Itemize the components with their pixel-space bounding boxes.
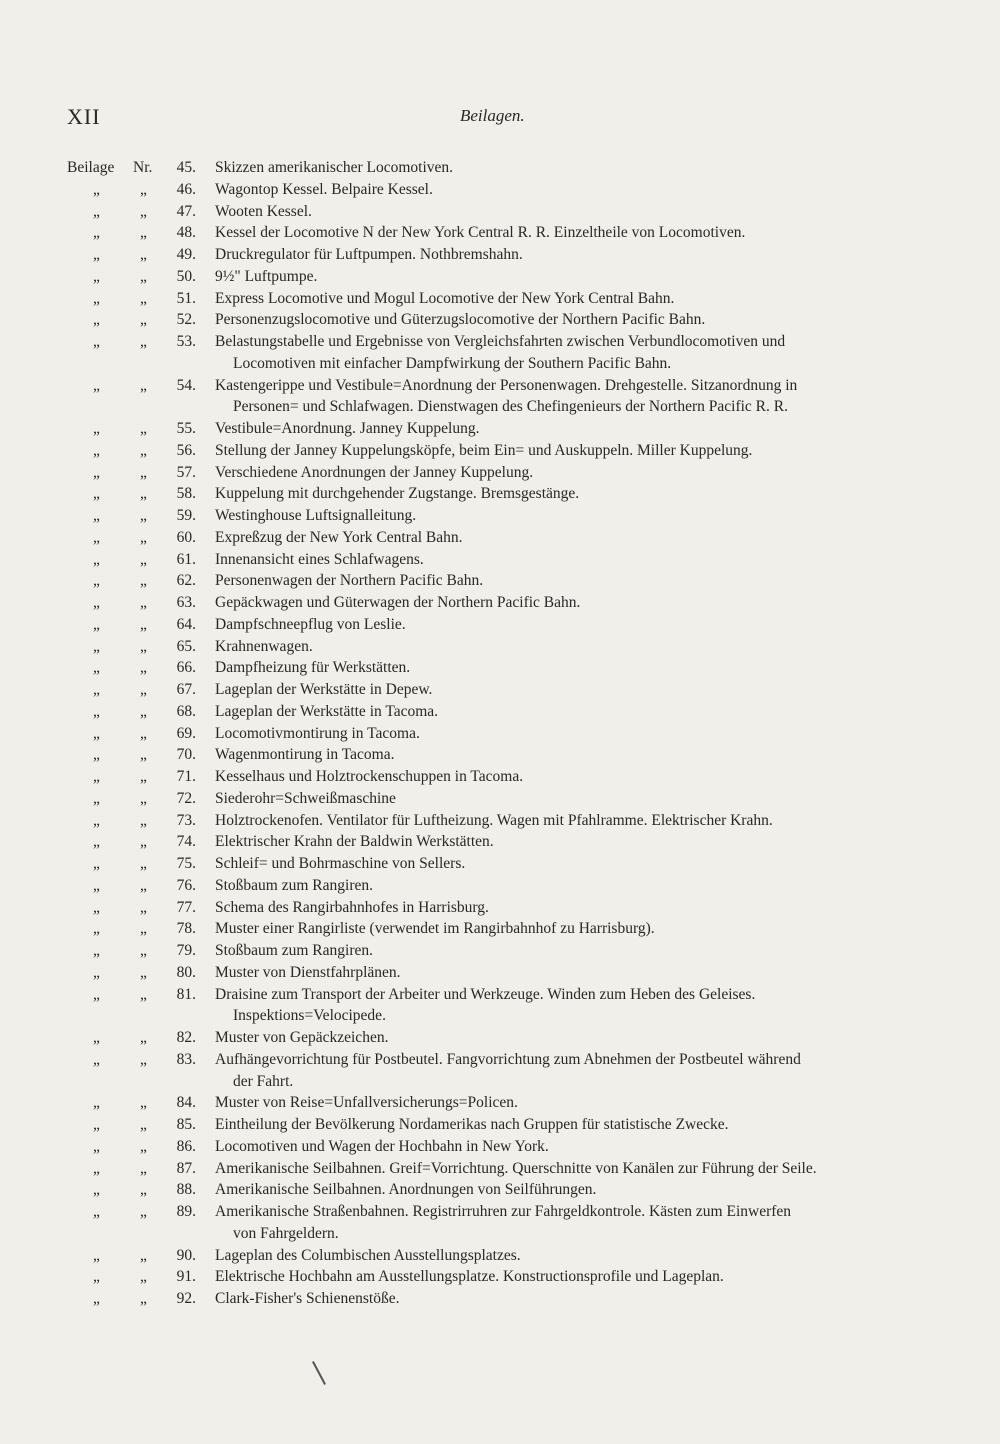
entry-title: Locomotivmontirung in Tacoma.: [215, 724, 420, 742]
list-item: [0, 462, 1000, 484]
ditto-mark: „: [93, 637, 100, 655]
ditto-mark: „: [140, 637, 147, 655]
ditto-mark: „: [140, 1137, 147, 1155]
entry-title: Lageplan der Werkstätte in Depew.: [215, 681, 433, 698]
entry-continuation: der Fahrt.: [233, 1072, 294, 1090]
ditto-mark: „: [140, 441, 147, 459]
list-item: [0, 1201, 1000, 1223]
entry-title: Stoßbaum zum Rangiren.: [215, 876, 373, 894]
ditto-mark: „: [93, 1246, 100, 1264]
entry-number: 90.: [176, 1246, 196, 1264]
list-item: [0, 614, 1000, 636]
entry-title: Wooten Kessel.: [215, 202, 312, 220]
entry-title: Wagontop Kessel. Belpaire Kessel.: [215, 180, 433, 198]
entry-title: Eintheilung der Bevölkerung Nordamerikas nach Gruppen für statistische Zwecke.: [215, 1116, 729, 1133]
ditto-mark: „: [93, 550, 100, 568]
entry-title: Elektrische Hochbahn am Ausstellungsplatze. Konstructionsprofile und Lageplan.: [215, 1268, 724, 1286]
entry-title: Amerikanische Seilbahnen. Anordnungen von Seilführungen.: [215, 1181, 597, 1199]
entry-number: 77.: [176, 898, 196, 916]
ditto-mark: „: [93, 615, 100, 633]
ditto-mark: „: [93, 441, 100, 459]
ditto-mark: „: [93, 376, 100, 394]
ditto-mark: „: [93, 1181, 100, 1199]
list-item: [0, 940, 1000, 962]
list-item: [0, 1245, 1000, 1267]
entry-number: 86.: [176, 1137, 196, 1155]
entry-number: 59.: [176, 507, 196, 524]
ditto-mark: „: [140, 246, 147, 263]
entry-title: Gepäckwagen und Güterwagen der Northern Pacific Bahn.: [215, 594, 581, 611]
entry-number: 82.: [176, 1029, 196, 1046]
entry-title: Muster einer Rangirliste (verwendet im Rangirbahnhof zu Harrisburg).: [215, 920, 655, 938]
entry-continuation: Inspektions=Velocipede.: [233, 1007, 386, 1025]
list-item: [0, 266, 1000, 288]
list-item: [0, 1049, 1000, 1071]
entry-title: Wagenmontirung in Tacoma.: [215, 746, 395, 764]
entry-title: 9½" Luftpumpe.: [215, 267, 318, 285]
ditto-mark: „: [93, 463, 100, 481]
list-item: [0, 788, 1000, 810]
list-item: [0, 440, 1000, 462]
entry-title: Expreßzug der New York Central Bahn.: [215, 528, 463, 546]
ditto-mark: „: [93, 855, 100, 872]
ditto-mark: „: [93, 572, 100, 590]
entry-number: 50.: [176, 267, 196, 285]
list-item: [0, 1114, 1000, 1136]
ditto-mark: „: [140, 833, 147, 851]
ditto-mark: „: [140, 311, 147, 329]
list-item: [0, 157, 1000, 179]
entry-title: Skizzen amerikanischer Locomotiven.: [215, 159, 454, 176]
ditto-mark: „: [93, 724, 100, 742]
entry-number: 74.: [176, 833, 196, 851]
entry-number: 45.: [176, 159, 196, 176]
ditto-mark: „: [140, 333, 147, 350]
ditto-mark: „: [140, 876, 147, 894]
ditto-mark: „: [93, 833, 100, 851]
ditto-mark: „: [93, 267, 100, 285]
ditto-mark: „: [140, 420, 147, 437]
entry-number: 58.: [176, 485, 196, 503]
entry-title: Vestibule=Anordnung. Janney Kuppelung.: [215, 420, 480, 437]
list-item: [0, 244, 1000, 266]
ditto-mark: „: [93, 1290, 100, 1307]
ditto-mark: „: [93, 420, 100, 437]
ditto-mark: „: [93, 1137, 100, 1155]
ditto-mark: „: [140, 267, 147, 285]
entry-title: Stellung der Janney Kuppelungsköpfe, beim Ein= und Auskuppeln. Miller Kuppelung.: [215, 441, 753, 459]
entry-number: 73.: [176, 811, 196, 829]
ditto-mark: „: [93, 289, 100, 307]
entry-number: 62.: [176, 572, 196, 590]
list-item: [0, 701, 1000, 723]
list-item: [0, 679, 1000, 701]
ditto-mark: „: [140, 485, 147, 503]
entry-number: 54.: [176, 376, 196, 394]
ditto-mark: „: [140, 920, 147, 938]
ditto-mark: „: [93, 311, 100, 329]
ditto-mark: „: [93, 681, 100, 698]
list-item: [0, 875, 1000, 897]
list-item: [0, 418, 1000, 440]
entry-title: Aufhängevorrichtung für Postbeutel. Fangvorrichtung zum Abnehmen der Postbeutel während: [215, 1050, 801, 1068]
entry-number: 75.: [176, 855, 196, 872]
ditto-mark: „: [93, 789, 100, 807]
entry-number: 72.: [176, 789, 196, 807]
ditto-mark: „: [140, 1290, 147, 1307]
entry-number: 88.: [176, 1181, 196, 1199]
entry-title: Kesselhaus und Holztrockenschuppen in Tacoma.: [215, 768, 524, 785]
ditto-mark: „: [140, 224, 147, 242]
list-item: [0, 592, 1000, 614]
list-item: [0, 549, 1000, 571]
list-item: [0, 657, 1000, 679]
entry-number: 48.: [176, 224, 196, 242]
entry-number: 87.: [176, 1159, 196, 1177]
ditto-mark: „: [93, 180, 100, 198]
ditto-mark: „: [140, 376, 147, 394]
entry-number: 84.: [176, 1094, 196, 1112]
entry-title: Schema des Rangirbahnhofes in Harrisburg.: [215, 898, 489, 916]
entry-number: 70.: [176, 746, 196, 764]
entry-number: 63.: [176, 594, 196, 611]
ditto-mark: „: [140, 746, 147, 764]
list-item: [0, 505, 1000, 527]
ditto-mark: „: [93, 746, 100, 764]
entry-title: Westinghouse Luftsignalleitung.: [215, 507, 417, 524]
label-nr: Nr.: [133, 159, 153, 176]
ditto-mark: „: [93, 485, 100, 503]
ditto-mark: „: [93, 920, 100, 938]
ditto-mark: „: [140, 768, 147, 785]
entry-title: Belastungstabelle und Ergebnisse von Vergleichsfahrten zwischen Verbundlocomotiven und: [215, 333, 786, 350]
entry-number: 92.: [176, 1290, 196, 1307]
ditto-mark: „: [93, 768, 100, 785]
entry-title: Dampfschneepflug von Leslie.: [215, 615, 406, 633]
ditto-mark: „: [140, 615, 147, 633]
entry-number: 57.: [176, 463, 196, 481]
entry-continuation: Personen= und Schlafwagen. Dienstwagen des Chefingenieurs der Northern Pacific R. R.: [233, 398, 788, 416]
entry-title: Holztrockenofen. Ventilator für Luftheizung. Wagen mit Pfahlramme. Elektrischer Krahn.: [215, 811, 773, 829]
entry-number: 53.: [176, 333, 196, 350]
page-number: XII: [67, 104, 101, 129]
ditto-mark: „: [93, 963, 100, 981]
ditto-mark: „: [140, 550, 147, 568]
ditto-mark: „: [140, 1029, 147, 1046]
entry-number: 61.: [176, 550, 196, 568]
entry-number: 71.: [176, 768, 196, 785]
ditto-mark: „: [93, 702, 100, 720]
entry-number: 69.: [176, 724, 196, 742]
entry-number: 80.: [176, 963, 196, 981]
ditto-mark: „: [93, 1050, 100, 1068]
entry-number: 47.: [176, 202, 196, 220]
entry-number: 91.: [176, 1268, 196, 1286]
ditto-mark: „: [140, 985, 147, 1003]
entry-number: 49.: [176, 246, 196, 263]
list-item: [0, 309, 1000, 331]
entry-number: 46.: [176, 180, 196, 198]
ditto-mark: „: [93, 1094, 100, 1112]
entry-title: Personenwagen der Northern Pacific Bahn.: [215, 572, 484, 590]
entry-title: Muster von Dienstfahrplänen.: [215, 963, 401, 981]
list-item: [0, 1027, 1000, 1049]
list-item: [0, 483, 1000, 505]
entry-continuation: von Fahrgeldern.: [233, 1224, 339, 1242]
ditto-mark: „: [93, 1203, 100, 1220]
entry-title: Druckregulator für Luftpumpen. Nothbremshahn.: [215, 246, 523, 263]
list-item: [0, 831, 1000, 853]
ditto-mark: „: [93, 202, 100, 220]
entry-title: Locomotiven und Wagen der Hochbahn in New York.: [215, 1137, 549, 1155]
list-item: [0, 636, 1000, 658]
entry-title: Lageplan des Columbischen Ausstellungsplatzes.: [215, 1246, 521, 1264]
entry-number: 52.: [176, 311, 196, 329]
entry-title: Lageplan der Werkstätte in Tacoma.: [215, 702, 439, 720]
ditto-mark: „: [140, 594, 147, 611]
ditto-mark: „: [140, 681, 147, 698]
entry-number: 68.: [176, 702, 196, 720]
entry-title: Clark-Fisher's Schienenstöße.: [215, 1290, 400, 1307]
ditto-mark: „: [140, 572, 147, 590]
ditto-mark: „: [140, 180, 147, 198]
ditto-mark: „: [140, 1159, 147, 1177]
list-item: [0, 1179, 1000, 1201]
ditto-mark: „: [140, 507, 147, 524]
ditto-mark: „: [93, 507, 100, 524]
ditto-mark: „: [140, 811, 147, 829]
entry-number: 64.: [176, 615, 196, 633]
ditto-mark: „: [140, 702, 147, 720]
ditto-mark: „: [140, 1268, 147, 1286]
entry-title: Krahnenwagen.: [215, 637, 313, 655]
ditto-mark: „: [140, 942, 147, 959]
entry-number: 51.: [176, 289, 196, 307]
ditto-mark: „: [93, 942, 100, 959]
entry-title: Draisine zum Transport der Arbeiter und Werkzeuge. Winden zum Heben des Geleises.: [215, 985, 756, 1003]
entry-number: 81.: [176, 985, 196, 1003]
list-item: [0, 1158, 1000, 1180]
entry-number: 56.: [176, 441, 196, 459]
entry-title: Kuppelung mit durchgehender Zugstange. Bremsgestänge.: [215, 485, 580, 503]
entry-title: Muster von Gepäckzeichen.: [215, 1029, 389, 1046]
entry-title: Elektrischer Krahn der Baldwin Werkstätten.: [215, 833, 494, 851]
ditto-mark: „: [140, 1050, 147, 1068]
ditto-mark: „: [93, 659, 100, 677]
list-item: [0, 288, 1000, 310]
ditto-mark: „: [93, 1029, 100, 1046]
entry-continuation: Locomotiven mit einfacher Dampfwirkung der Southern Pacific Bahn.: [233, 354, 672, 372]
entry-number: 67.: [176, 681, 196, 698]
entry-number: 65.: [176, 637, 196, 655]
list-item: [0, 810, 1000, 832]
ditto-mark: „: [93, 594, 100, 611]
list-item: [0, 570, 1000, 592]
ditto-mark: „: [93, 1159, 100, 1177]
entry-title: Express Locomotive und Mogul Locomotive der New York Central Bahn.: [215, 289, 675, 307]
entry-number: 66.: [176, 659, 196, 677]
entry-number: 83.: [176, 1050, 196, 1068]
entry-title: Kessel der Locomotive N der New York Central R. R. Einzeltheile von Locomotiven.: [215, 224, 746, 242]
ditto-mark: „: [140, 1203, 147, 1220]
ditto-mark: „: [93, 1268, 100, 1286]
entry-number: 85.: [176, 1116, 196, 1133]
list-item: [0, 1092, 1000, 1114]
entry-title: Amerikanische Seilbahnen. Greif=Vorrichtung. Querschnitte von Kanälen zur Führung der Seile.: [215, 1159, 817, 1177]
ditto-mark: „: [93, 811, 100, 829]
ditto-mark: „: [140, 789, 147, 807]
list-item: [0, 962, 1000, 984]
list-item: [0, 766, 1000, 788]
entry-number: 79.: [176, 942, 196, 959]
entry-title: Siederohr=Schweißmaschine: [215, 789, 396, 807]
ditto-mark: „: [93, 224, 100, 242]
ditto-mark: „: [93, 898, 100, 916]
ditto-mark: „: [140, 289, 147, 307]
list-item: [0, 1288, 1000, 1310]
ditto-mark: „: [140, 528, 147, 546]
entry-number: 78.: [176, 920, 196, 938]
list-item: [0, 331, 1000, 353]
list-item: [0, 179, 1000, 201]
ditto-mark: „: [93, 985, 100, 1003]
ditto-mark: „: [140, 1246, 147, 1264]
ditto-mark: „: [93, 1116, 100, 1133]
entry-title: Muster von Reise=Unfallversicherungs=Policen.: [215, 1094, 518, 1112]
ditto-mark: „: [140, 724, 147, 742]
ditto-mark: „: [93, 246, 100, 263]
ditto-mark: „: [140, 1181, 147, 1199]
list-item: [0, 897, 1000, 919]
entry-title: Dampfheizung für Werkstätten.: [215, 659, 411, 677]
ditto-mark: „: [140, 855, 147, 872]
list-item: [0, 1266, 1000, 1288]
list-item: [0, 1136, 1000, 1158]
entry-title: Stoßbaum zum Rangiren.: [215, 942, 373, 959]
label-beilage: Beilage: [67, 159, 115, 176]
entry-number: 60.: [176, 528, 196, 546]
ditto-mark: „: [140, 963, 147, 981]
list-item: [0, 918, 1000, 940]
entry-title: Personenzugslocomotive und Güterzugslocomotive der Northern Pacific Bahn.: [215, 311, 706, 329]
ditto-mark: „: [140, 202, 147, 220]
entry-title: Innenansicht eines Schlafwagens.: [215, 550, 424, 568]
entry-number: 55.: [176, 420, 196, 437]
ditto-mark: „: [140, 659, 147, 677]
list-item: [0, 375, 1000, 397]
running-head: Beilagen.: [460, 106, 525, 125]
ditto-mark: „: [93, 333, 100, 350]
entry-title: Amerikanische Straßenbahnen. Registrirruhren zur Fahrgeldkontrole. Kästen zum Einwerfen: [215, 1203, 792, 1220]
list-item: [0, 201, 1000, 223]
list-item: [0, 723, 1000, 745]
list-item: [0, 984, 1000, 1006]
entry-title: Verschiedene Anordnungen der Janney Kuppelung.: [215, 463, 534, 481]
entry-number: 89.: [176, 1203, 196, 1220]
entry-title: Kastengerippe und Vestibule=Anordnung der Personenwagen. Drehgestelle. Sitzanordnung in: [215, 376, 798, 394]
list-item: [0, 527, 1000, 549]
list-item: [0, 744, 1000, 766]
ditto-mark: „: [93, 528, 100, 546]
ditto-mark: „: [140, 463, 147, 481]
entry-number: 76.: [176, 876, 196, 894]
list-item: [0, 222, 1000, 244]
list-item: [0, 853, 1000, 875]
entry-title: Schleif= und Bohrmaschine von Sellers.: [215, 855, 466, 872]
ditto-mark: „: [93, 876, 100, 894]
ditto-mark: „: [140, 1116, 147, 1133]
ditto-mark: „: [140, 1094, 147, 1112]
ditto-mark: „: [140, 898, 147, 916]
